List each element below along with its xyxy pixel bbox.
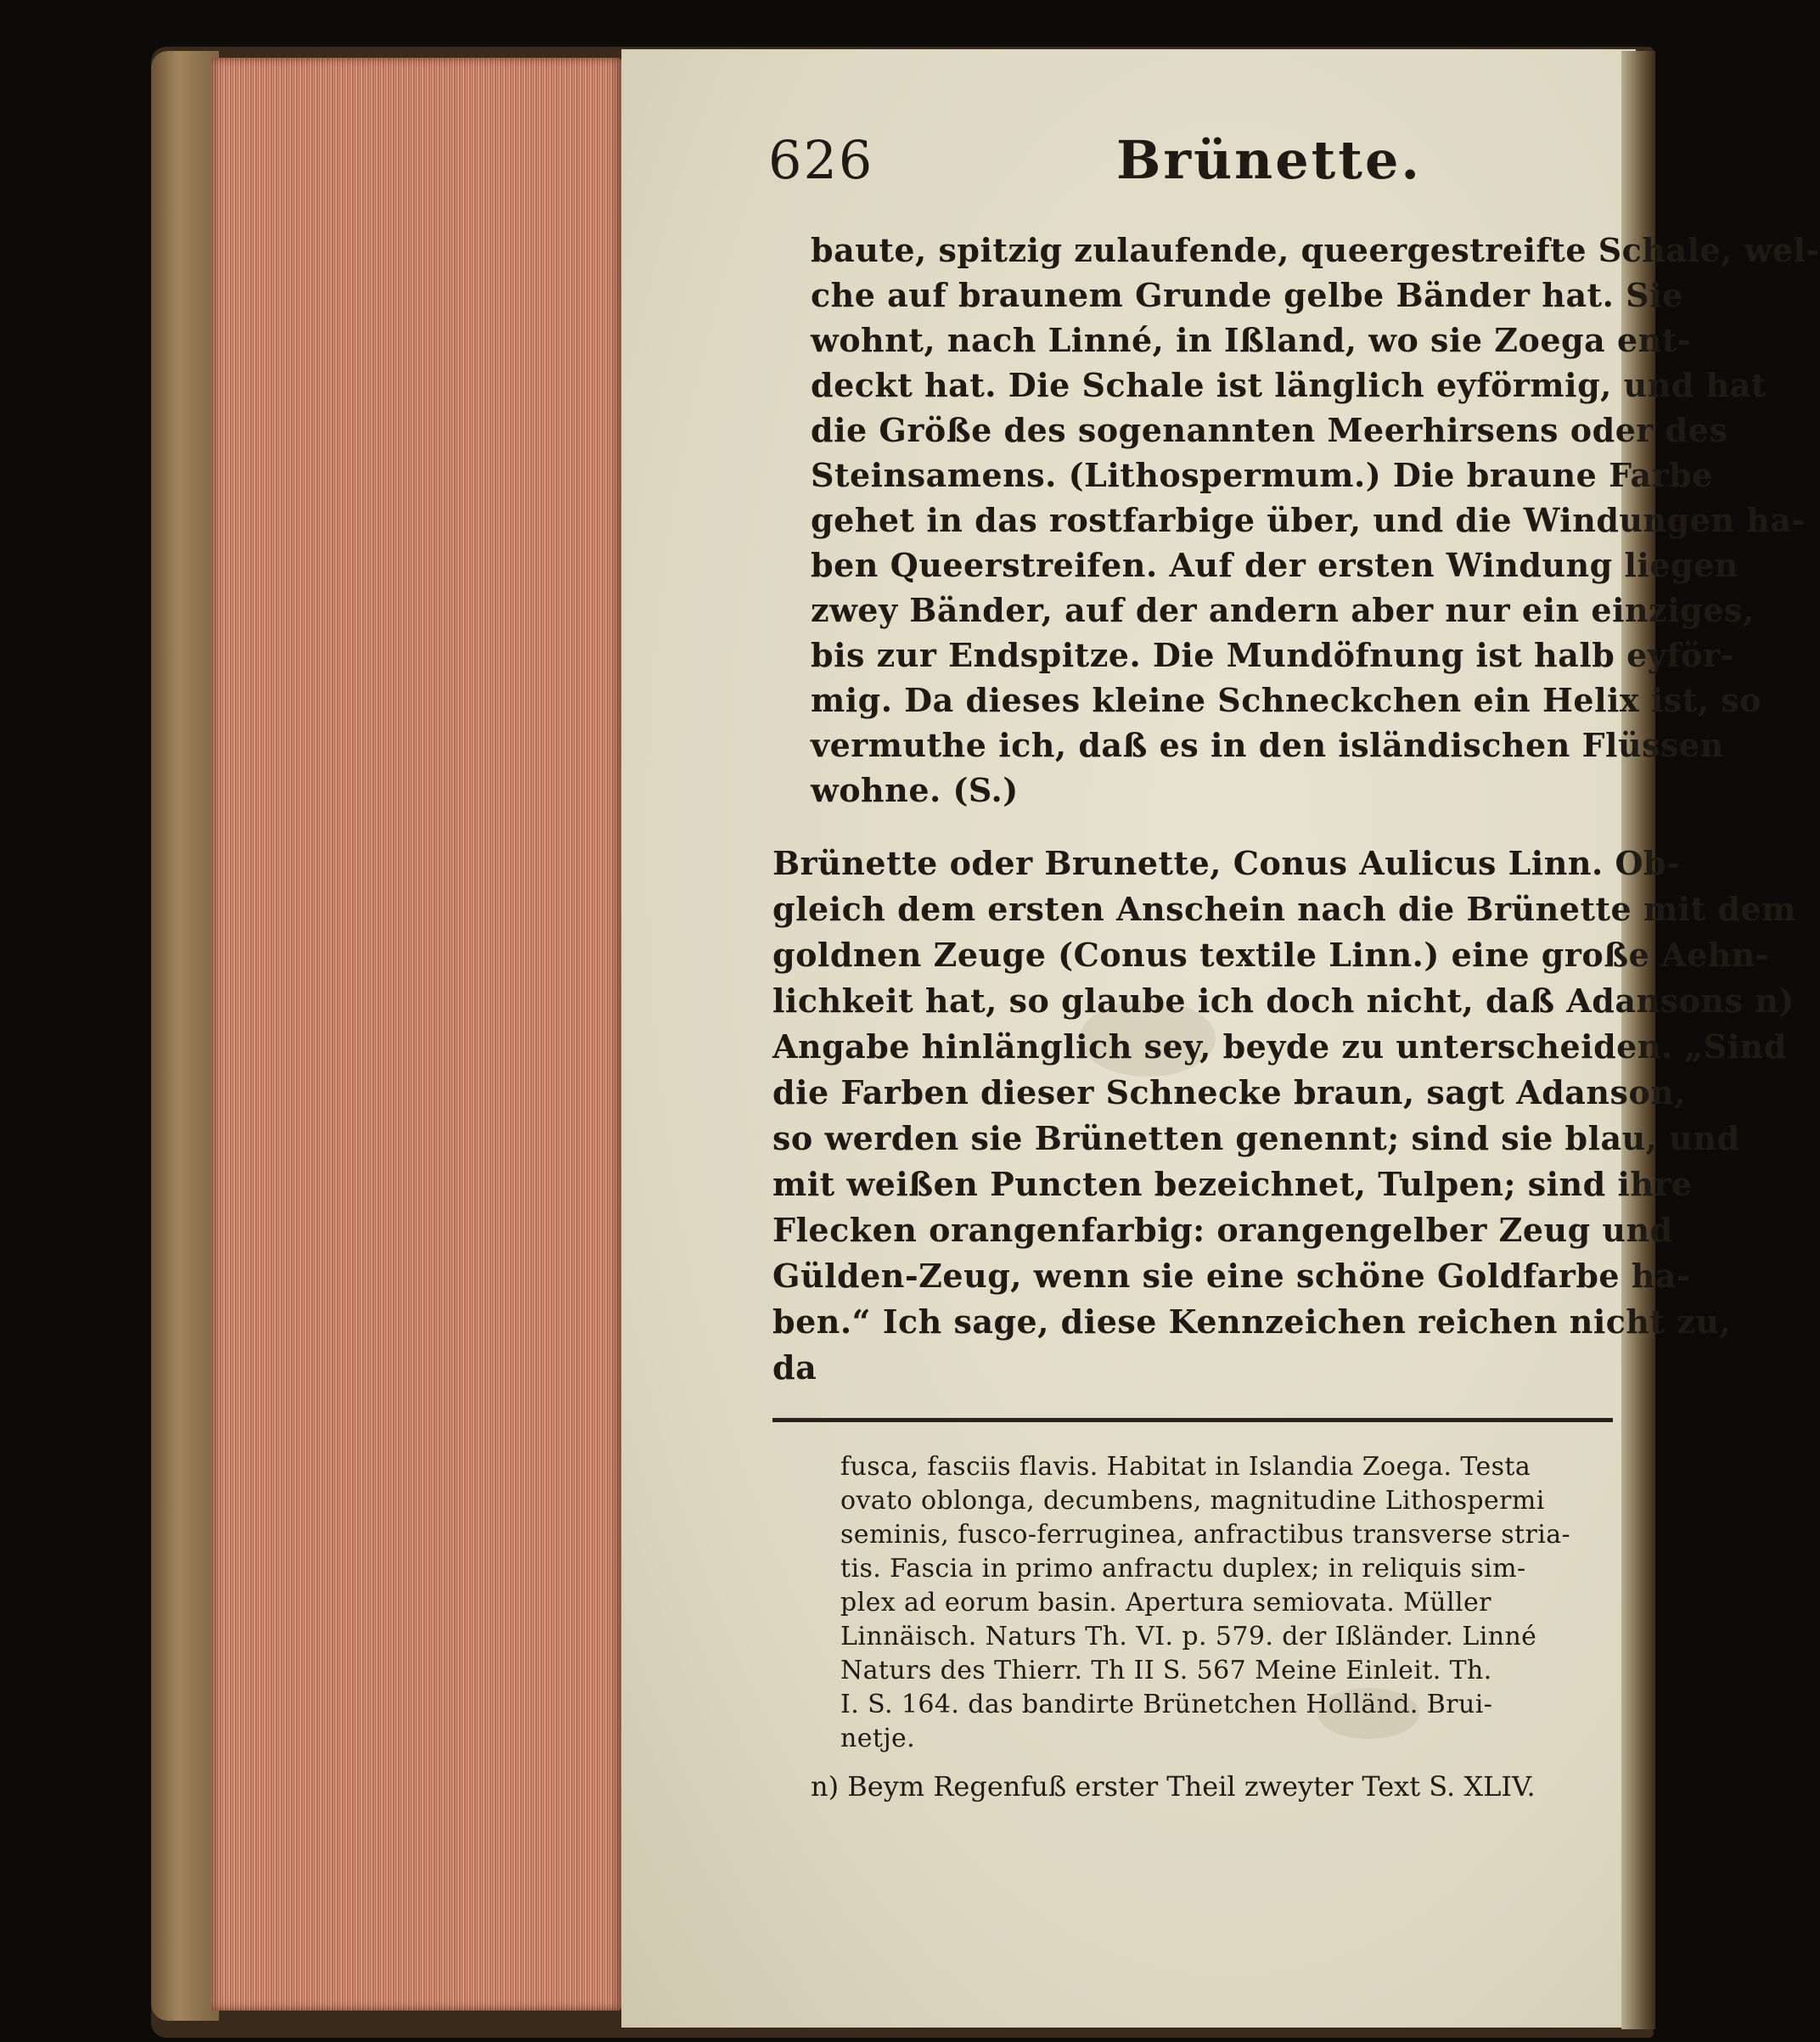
footnote-n: n) Beym Regenfuß erster Theil zweyter Text S. XLIV. bbox=[811, 1770, 1536, 1803]
footnote-line: ovato oblonga, decumbens, magnitudine Lithospermi bbox=[840, 1486, 1545, 1516]
catchword: da bbox=[772, 1348, 817, 1387]
footnote-line: Naturs des Thierr. Th II S. 567 Meine Einleit. Th. bbox=[840, 1656, 1492, 1685]
text-line: die Größe des sogenannten Meerhirsens oder des bbox=[811, 411, 1728, 449]
text-line: wohnt, nach Linné, in Ißland, wo sie Zoega ent- bbox=[811, 321, 1692, 359]
text-line: che auf braunem Grunde gelbe Bänder hat. Sie bbox=[811, 276, 1683, 314]
text-line: mit weißen Puncten bezeichnet, Tulpen; sind ihre bbox=[772, 1165, 1693, 1203]
text-line: die Farben dieser Schnecke braun, sagt Adanson, bbox=[772, 1073, 1687, 1111]
footnote-line: plex ad eorum basin. Apertura semiovata. Müller bbox=[840, 1588, 1491, 1617]
page-header bbox=[768, 129, 1630, 197]
footnote-rule bbox=[772, 1418, 1613, 1422]
footnote-line: fusca, fasciis flavis. Habitat in Islandia Zoega. Testa bbox=[840, 1452, 1531, 1482]
text-line: so werden sie Brünetten genennt; sind sie blau, und bbox=[772, 1119, 1740, 1157]
text-line: goldnen Zeuge (Conus textile Linn.) eine große Aehn- bbox=[772, 936, 1770, 974]
text-line: zwey Bänder, auf der andern aber nur ein einziges, bbox=[811, 591, 1755, 629]
text-line: mig. Da dieses kleine Schneckchen ein Helix ist, so bbox=[811, 681, 1761, 719]
entry-headline: Brünette oder Brunette, Conus Aulicus Linn. Ob- bbox=[772, 844, 1681, 882]
footnote-line: seminis, fusco-ferruginea, anfractibus transverse stria- bbox=[840, 1520, 1571, 1550]
text-line: Gülden-Zeug, wenn sie eine schöne Goldfarbe ha- bbox=[772, 1257, 1691, 1295]
text-line: wohne. (S.) bbox=[811, 771, 1019, 809]
text-line: gleich dem ersten Anschein nach die Brünette mit dem bbox=[772, 890, 1796, 928]
text-line: baute, spitzig zulaufende, queergestreifte Schale, wel- bbox=[811, 231, 1820, 269]
text-line: gehet in das rostfarbige über, und die Windungen ha- bbox=[811, 501, 1806, 539]
footnote-line: Linnäisch. Naturs Th. VI. p. 579. der Ißländer. Linné bbox=[840, 1622, 1537, 1651]
footnote-line: tis. Fascia in primo anfractu duplex; in reliquis sim- bbox=[840, 1554, 1526, 1584]
text-line: Angabe hinlänglich sey, beyde zu unterscheiden. „Sind bbox=[772, 1027, 1787, 1066]
text-line: Flecken orangenfarbig: orangengelber Zeug und bbox=[772, 1211, 1673, 1249]
text-line: deckt hat. Die Schale ist länglich eyförmig, und hat bbox=[811, 366, 1767, 404]
running-head: Brünette. bbox=[1116, 129, 1422, 191]
text-line: ben Queerstreifen. Auf der ersten Windung liegen bbox=[811, 546, 1739, 584]
text-line: bis zur Endspitze. Die Mundöfnung ist halb eyför- bbox=[811, 636, 1734, 674]
page-number: 626 bbox=[768, 129, 874, 191]
text-line: Steinsamens. (Lithospermum.) Die braune Farbe bbox=[811, 456, 1713, 494]
text-line: ben.“ Ich sage, diese Kennzeichen reichen nicht zu, bbox=[772, 1302, 1732, 1341]
text-line: lichkeit hat, so glaube ich doch nicht, daß Adansons n) bbox=[772, 982, 1795, 1020]
book-spine-edge bbox=[151, 51, 219, 2021]
footnote-line: netje. bbox=[840, 1724, 916, 1753]
page-block-edges bbox=[211, 58, 621, 2011]
footnote-line: I. S. 164. das bandirte Brünetchen Holländ. Brui- bbox=[840, 1690, 1493, 1719]
text-line: vermuthe ich, daß es in den isländischen Flüssen bbox=[811, 726, 1724, 764]
